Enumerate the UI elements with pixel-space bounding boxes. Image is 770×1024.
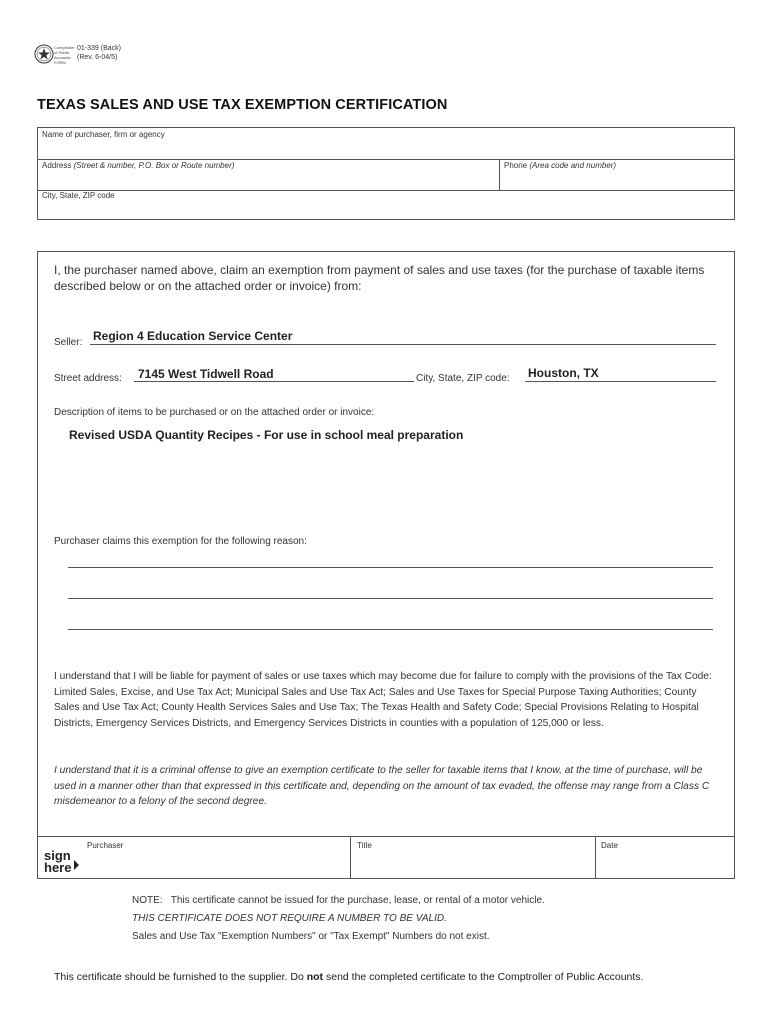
purchaser-address-row (38, 159, 734, 191)
reason-line-3[interactable] (68, 629, 713, 630)
purchaser-signature-field[interactable]: Purchaser (87, 841, 124, 850)
no-number-note: THIS CERTIFICATE DOES NOT REQUIRE A NUMBER TO BE VALID. (132, 913, 447, 924)
form-number: 01-339 (Back) (Rev. 6-04/5) (77, 45, 121, 61)
seller-city-label: City, State, ZIP code: (416, 373, 510, 384)
seller-city-line[interactable] (525, 381, 716, 382)
city-label: City, State, ZIP code (42, 191, 115, 200)
comptroller-seal-icon (34, 44, 54, 64)
seller-city-value[interactable]: Houston, TX (528, 366, 599, 380)
title-field[interactable]: Title (357, 841, 372, 850)
phone-label[interactable]: Phone (Area code and number) (504, 161, 617, 170)
criminal-offense-statement: I understand that it is a criminal offense to give an exemption certificate to the seller for taxable items that I know, at the time of purchase, will be used in a manner other than that expressed in this certificate and, depending on the amount of tax evaded, the offense may range from a Class C misdemeanor to a felony of the second degree. (54, 765, 710, 807)
purchaser-name-row[interactable] (38, 128, 734, 160)
motor-vehicle-note: NOTE: This certificate cannot be issued for the purchase, lease, or rental of a motor vehicle. (132, 895, 545, 906)
purchaser-info-box (37, 127, 735, 220)
street-address-line[interactable] (134, 381, 414, 382)
seller-label: Seller: (54, 337, 83, 348)
purchaser-name-label: Name of purchaser, firm or agency (42, 130, 165, 139)
description-value[interactable]: Revised USDA Quantity Recipes - For use in school meal preparation (69, 428, 464, 442)
seller-line[interactable] (90, 344, 716, 345)
sig-divider-2 (595, 837, 596, 879)
page-title: TEXAS SALES AND USE TAX EXEMPTION CERTIFICATION (37, 97, 448, 113)
sig-divider-1 (350, 837, 351, 879)
purchaser-city-row[interactable] (38, 190, 734, 220)
reason-label: Purchaser claims this exemption for the following reason: (54, 536, 307, 547)
claim-intro-text: I, the purchaser named above, claim an exemption from payment of sales and use taxes (for the purchase of taxable items described below or on the attached order or invoice) from: (54, 263, 705, 293)
sign-here-arrow-icon (74, 860, 79, 870)
sign-here-label: sign here (44, 848, 72, 875)
signature-row (37, 836, 735, 879)
footer-instruction: This certificate should be furnished to the supplier. Do not send the completed certificate to the Comptroller of Public Accounts. (54, 971, 644, 983)
exemption-numbers-note: Sales and Use Tax "Exemption Numbers" or "Tax Exempt" Numbers do not exist. (132, 931, 490, 942)
street-address-label: Street address: (54, 373, 122, 384)
reason-line-1[interactable] (68, 567, 713, 568)
address-phone-divider (499, 159, 500, 190)
agency-name: Comptroller of Public Accounts FORM (54, 45, 75, 65)
street-address-value[interactable]: 7145 West Tidwell Road (138, 367, 274, 381)
seller-value[interactable]: Region 4 Education Service Center (93, 329, 293, 343)
date-field[interactable]: Date (601, 841, 618, 850)
reason-line-2[interactable] (68, 598, 713, 599)
address-label[interactable]: Address (Street & number, P.O. Box or Route number) (42, 161, 235, 170)
description-label: Description of items to be purchased or on the attached order or invoice: (54, 407, 375, 418)
liability-statement: I understand that I will be liable for payment of sales or use taxes which may become due for failure to comply with the provisions of the Tax Code: Limited Sales, Excise, and Use Tax Act; Municipal Sales and Use Tax Act; Sales and Use Taxes for Special Purpose Taxing Authorities; County Sales and Use Tax Act; County Health Services Sales and Use Tax; The Texas Health and Safety Code; Special Provisions Relating to Hospital Districts, Emergency Services Districts, and Emergency Services Districts in counties with a population of 125,000 or less. (54, 671, 712, 729)
